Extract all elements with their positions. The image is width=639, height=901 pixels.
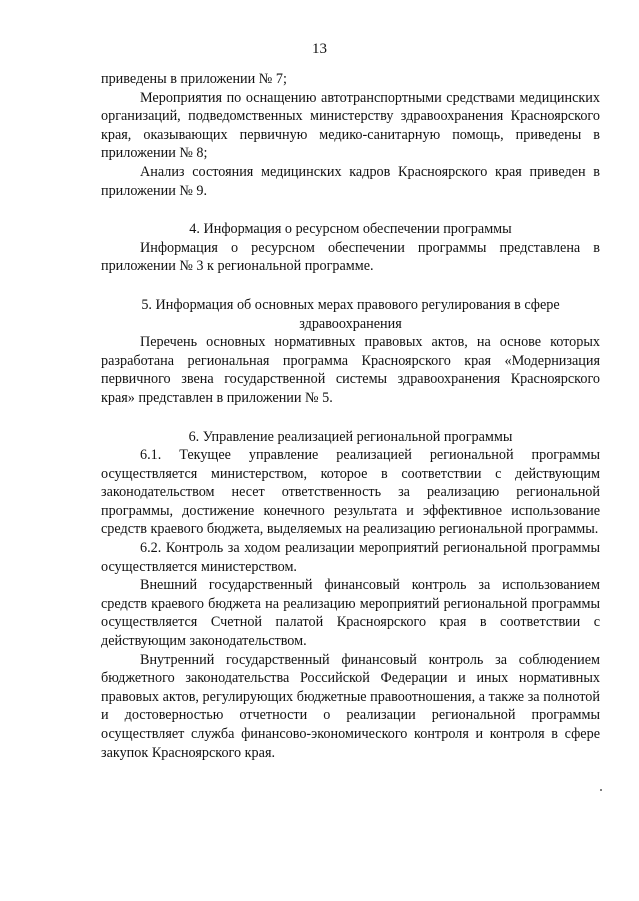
paragraph-legal-acts: Перечень основных нормативных правовых актов, на основе которых разработана региональная программа Красноярского края «Модернизация первичного звена государственной системы здравоохранения Красноярского края» представлен в приложении № 5. xyxy=(101,334,600,406)
section-heading-6: 6. Управление реализацией региональной программы xyxy=(188,428,513,445)
section-heading-4: 4. Информация о ресурсном обеспечении программы xyxy=(189,221,512,238)
paragraph-internal-control: Внутренний государственный финансовый контроль за соблюдением бюджетного законодательства Российской Федерации и иных нормативных правовых актов, регулирующих бюджетные правоотношения, а также за полнотой и достоверностью отчетности о реализации региональной программы осуществляет служба финансово-экономического контроля и контроля в сфере закупок Красноярского края. xyxy=(101,651,600,761)
paragraph-external-control: Внешний государственный финансовый контроль за использованием средств краевого бюджета на реализацию мероприятий региональной программы осуществляется Счетной палатой Красноярского края в соответствии с действующим законодательством. xyxy=(101,577,600,650)
document-body xyxy=(101,70,600,762)
paragraph-appendix-7: приведены в приложении № 7; xyxy=(101,71,287,87)
scan-speck xyxy=(600,789,602,791)
page-number: 13 xyxy=(312,41,327,57)
paragraph-6-2: 6.2. Контроль за ходом реализации мероприятий региональной программы осуществляется министерством. xyxy=(101,540,600,575)
paragraph-staff-analysis: Анализ состояния медицинских кадров Красноярского края приведен в приложении № 9. xyxy=(101,163,600,199)
paragraph-6-1: 6.1. Текущее управление реализацией региональной программы осуществляется министерством, которое в соответствии с действующим законодательством несет ответственность за реализацию региональной программы, достижение конечного результата и эффективное использование средств краевого бюджета, выделяемых на реализацию региональной программы. xyxy=(101,447,600,538)
paragraph-transport-equipment: Мероприятия по оснащению автотранспортными средствами медицинских организаций, подведомственных министерству здравоохранения Красноярского края, оказывающих первичную медико-санитарную помощь, приведены в приложении № 8; xyxy=(101,89,600,162)
section-heading-5: 5. Информация об основных мерах правового регулирования в сфере здравоохранения xyxy=(141,296,560,332)
paragraph-resource-info: Информация о ресурсном обеспечении программы представлена в приложении № 3 к региональной программе. xyxy=(101,239,600,275)
